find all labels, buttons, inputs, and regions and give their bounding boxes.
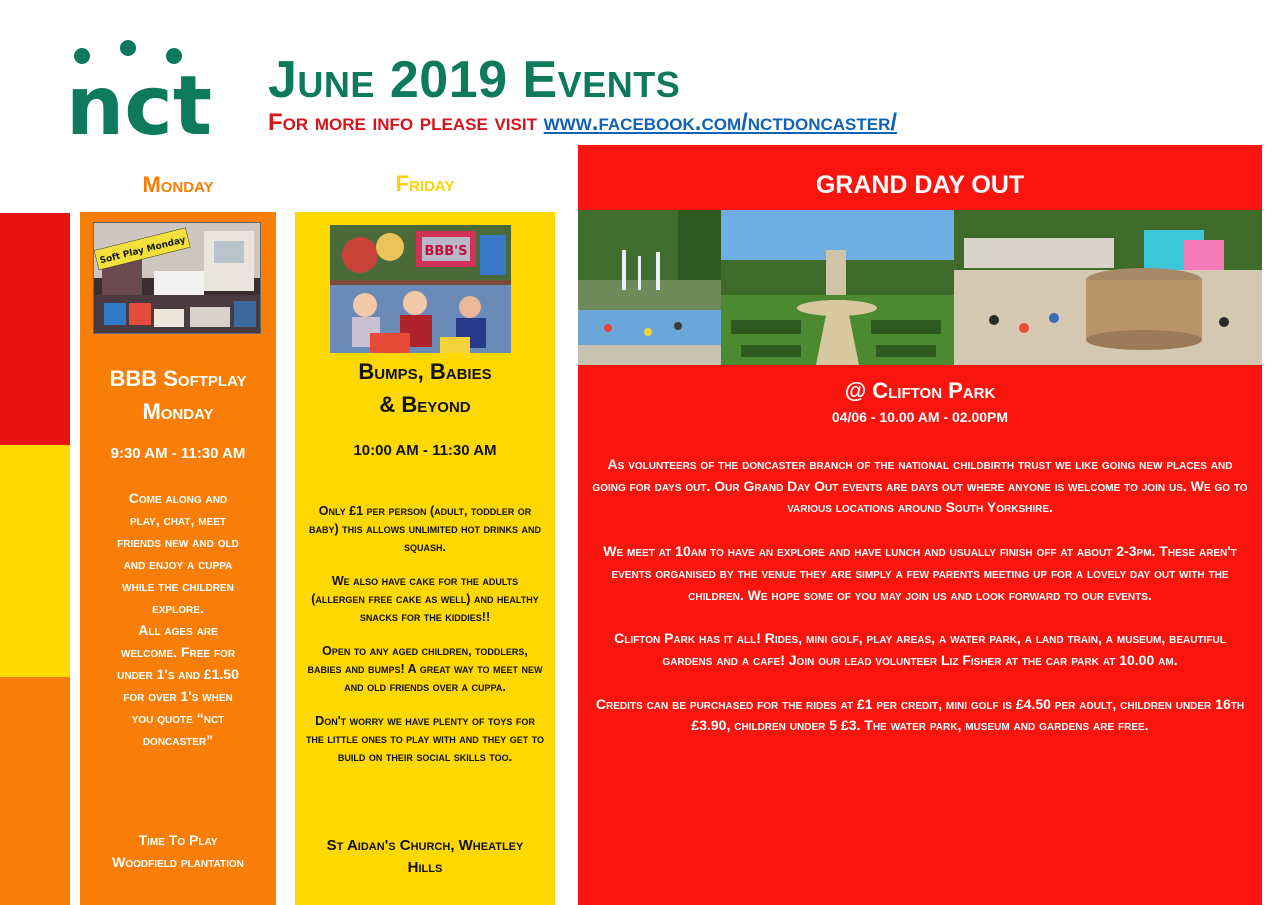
description-line: Come along and xyxy=(128,490,228,506)
description-line: and enjoy a cuppa xyxy=(123,556,233,572)
description-paragraph: We meet at 10am to have an explore and have lunch and usually finish off at about 2-3pm. These aren't events organised by the venue they are simply a few parents meeting up for a lovely day out with the children. We hope some of you may join us and look forward to our events. xyxy=(603,543,1237,603)
friday-event-time: 10:00 AM - 11:30 AM xyxy=(353,442,497,459)
venue-line: Woodfield plantation xyxy=(112,854,244,870)
monday-event-time: 9:30 AM - 11:30 AM xyxy=(110,445,246,462)
monday-event-title xyxy=(80,362,276,428)
nct-logo xyxy=(64,38,214,143)
description-line: doncaster” xyxy=(142,732,214,748)
page-subtitle xyxy=(268,109,897,137)
decorative-strip-red xyxy=(0,213,70,445)
friday-event-venue xyxy=(295,835,555,879)
description-paragraph: Don't worry we have plenty of toys for the little ones to play with and they get to build on their social skills too. xyxy=(305,714,545,764)
friday-event-description xyxy=(305,502,545,782)
decorative-strip-orange xyxy=(0,677,70,905)
friday-event-title xyxy=(295,355,555,421)
monday-heading: Monday xyxy=(142,172,214,197)
description-paragraph: We also have cake for the adults (allergen free cake as well) and healthy snacks for the kiddies!! xyxy=(311,574,539,624)
friday-heading: Friday xyxy=(395,171,455,196)
grand-day-out-location: @ Clifton Park xyxy=(844,378,996,403)
playground-photo xyxy=(954,210,1262,365)
friday-event-panel xyxy=(295,212,555,905)
description-line: while the children xyxy=(122,578,234,594)
venue-line: St Aidan's Church, Wheatley xyxy=(326,837,524,854)
title-line: BBB Softplay xyxy=(109,366,247,391)
bumps-babies-photo xyxy=(330,225,511,353)
water-park-photo xyxy=(578,210,721,365)
description-line: explore. xyxy=(152,600,204,616)
clifton-park-photos xyxy=(578,210,1262,365)
grand-day-out-datetime: 04/06 - 10.00 AM - 02.00PM xyxy=(831,409,1009,425)
softplay-photo xyxy=(93,222,261,334)
photo-sign: BBB'S xyxy=(424,244,468,259)
page-title: June 2019 Events xyxy=(268,51,681,109)
photo-caption: Soft Play Monday xyxy=(98,235,187,267)
title-line: Monday xyxy=(142,399,214,424)
venue-line: Time To Play xyxy=(138,832,218,848)
description-line: friends new and old xyxy=(117,534,239,550)
description-line: welcome. Free for xyxy=(120,644,236,660)
description-line: for over 1's when xyxy=(123,688,233,704)
description-paragraph: Clifton Park has it all! Rides, mini golf, play areas, a water park, a land train, a museum, beautiful gardens and a cafe! Join our lead volunteer Liz Fisher at the car park at 10.00 am. xyxy=(614,630,1226,668)
description-paragraph: Credits can be purchased for the rides at £1 per credit, mini golf is £4.50 per adult, children under 16th £3.90, children under 5 £3. The water park, museum and gardens are free. xyxy=(595,695,1245,734)
facebook-link[interactable]: www.facebook.com/nctdoncaster/ xyxy=(543,109,898,136)
title-line: Bumps, Babies xyxy=(358,359,492,384)
description-paragraph: Open to any aged children, toddlers, babies and bumps! A great way to meet new and old friends over a cuppa. xyxy=(307,644,543,694)
grand-day-out-description xyxy=(590,454,1250,759)
description-paragraph: Only £1 per person (adult, toddler or baby) this allows unlimited hot drinks and squash. xyxy=(309,504,541,554)
grand-day-out-panel xyxy=(578,145,1262,905)
monday-event-venue xyxy=(80,829,276,873)
subtitle-prefix: For more info please visit xyxy=(268,109,537,136)
description-line: you quote “nct xyxy=(131,710,225,726)
decorative-strip-yellow xyxy=(0,445,70,677)
description-paragraph: As volunteers of the doncaster branch of the national childbirth trust we like going new places and going for days out. Our Grand Day Out events are days out where anyone is welcome to join us. We go to various locations around South Yorkshire. xyxy=(592,456,1248,516)
monday-event-description xyxy=(92,487,264,751)
grand-day-out-heading: GRAND DAY OUT xyxy=(815,171,1025,199)
logo-text: nct xyxy=(65,59,213,143)
venue-line: Hills xyxy=(407,859,443,876)
description-line: under 1's and £1.50 xyxy=(117,666,239,682)
title-line: & Beyond xyxy=(379,392,471,417)
monday-event-panel xyxy=(80,212,276,905)
description-line: play, chat, meet xyxy=(129,512,227,528)
gardens-photo xyxy=(721,210,954,365)
description-line: All ages are xyxy=(138,622,218,638)
